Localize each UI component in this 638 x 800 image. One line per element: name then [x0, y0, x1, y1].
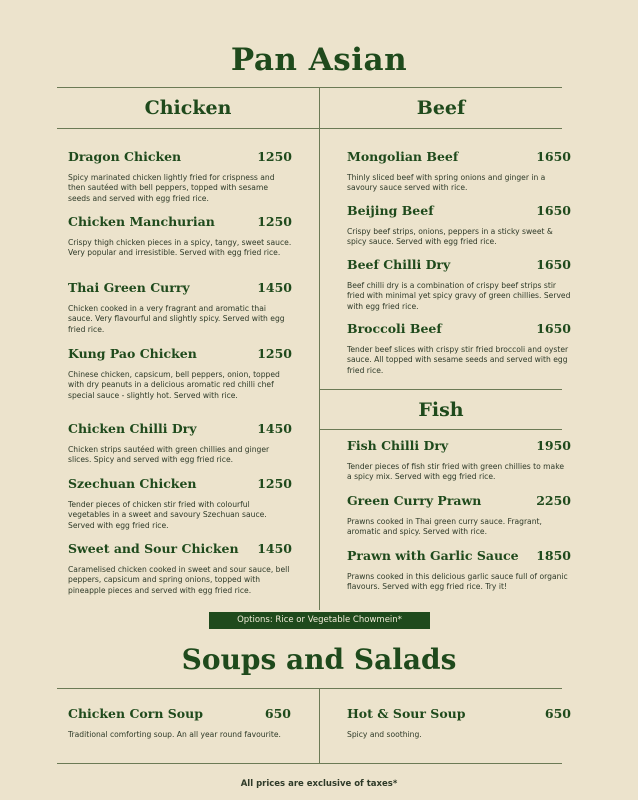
- item-price: 650: [544, 706, 571, 721]
- divider: [57, 87, 562, 88]
- item-price: 1650: [536, 203, 571, 218]
- divider: [319, 429, 562, 430]
- item-name: Thai Green Curry: [68, 280, 190, 295]
- chicken-heading: Chicken: [144, 97, 232, 119]
- item-description: Thinly sliced beef with spring onions and ginger in a savoury sauce served with rice.: [347, 173, 546, 193]
- menu-item: [347, 203, 571, 248]
- menu-item: [347, 493, 571, 538]
- item-price: 650: [264, 706, 291, 721]
- item-price: 1650: [536, 257, 571, 272]
- item-name: Sweet and Sour Chicken: [68, 541, 239, 556]
- item-name: Broccoli Beef: [347, 321, 442, 336]
- item-description: Prawns cooked in Thai green curry sauce. Fragrant, aromatic and spicy. Served with rice.: [347, 517, 542, 537]
- item-name: Beef Chilli Dry: [347, 257, 451, 272]
- item-name: Hot & Sour Soup: [347, 706, 466, 721]
- item-price: 1250: [257, 476, 292, 491]
- beef-heading: Beef: [416, 97, 466, 119]
- item-name: Fish Chilli Dry: [347, 438, 449, 453]
- divider: [319, 87, 320, 610]
- item-price: 1850: [536, 548, 571, 563]
- item-name: Beijing Beef: [347, 203, 434, 218]
- item-name: Dragon Chicken: [68, 149, 182, 164]
- item-name: Prawn with Garlic Sauce: [347, 548, 519, 563]
- item-description: Traditional comforting soup. An all year round favourite.: [68, 730, 281, 739]
- menu-item: [68, 214, 292, 259]
- footer-note: All prices are exclusive of taxes*: [240, 779, 398, 789]
- item-description: Chicken strips sautéed with green chillies and ginger slices. Spicy and served with egg fried rice.: [68, 445, 270, 465]
- item-price: 1650: [536, 149, 571, 164]
- item-price: 1250: [257, 149, 292, 164]
- options-note: Options: Rice or Vegetable Chowmein*: [209, 612, 430, 629]
- divider: [57, 128, 562, 129]
- item-price: 1250: [257, 214, 292, 229]
- menu-item: [347, 321, 571, 376]
- item-description: Prawns cooked in this delicious garlic sauce full of organic flavours. Served with egg fried rice. Try it!: [347, 572, 568, 592]
- item-price: 1450: [257, 541, 292, 556]
- item-description: Caramelised chicken cooked in sweet and sour sauce, bell peppers, capsicum and spring onions, topped with pineapple pieces and served with egg fried rice.: [68, 565, 290, 595]
- divider: [57, 688, 562, 689]
- item-description: Crispy thigh chicken pieces in a spicy, tangy, sweet sauce. Very popular and irresistible. Served with egg fried rice.: [68, 238, 292, 258]
- item-price: 1650: [536, 321, 571, 336]
- item-price: 1450: [257, 421, 292, 436]
- menu-item: [68, 541, 292, 596]
- menu-item: [68, 149, 292, 204]
- menu-item: [68, 706, 291, 740]
- item-description: Tender pieces of fish stir fried with green chillies to make a spicy mix. Served with egg fried rice.: [347, 462, 564, 482]
- menu-item: [68, 421, 292, 466]
- menu-item: [347, 149, 571, 194]
- item-price: 1450: [257, 280, 292, 295]
- item-name: Mongolian Beef: [347, 149, 459, 164]
- item-price: 2250: [536, 493, 571, 508]
- item-description: Spicy marinated chicken lightly fried for crispness and then sautéed with bell peppers, topped with sesame seeds and served with egg fried rice.: [68, 173, 275, 203]
- menu-item: [347, 438, 571, 483]
- item-name: Szechuan Chicken: [68, 476, 197, 491]
- menu-item: [347, 548, 571, 593]
- fish-heading: Fish: [418, 399, 464, 421]
- divider: [319, 389, 562, 390]
- menu-item: [347, 257, 571, 312]
- item-description: Tender pieces of chicken stir fried with colourful vegetables in a sweet and savoury Szechuan sauce. Served with egg fried rice.: [68, 500, 267, 530]
- menu-item: [68, 280, 292, 335]
- item-name: Green Curry Prawn: [347, 493, 482, 508]
- divider: [319, 688, 320, 763]
- item-name: Kung Pao Chicken: [68, 346, 197, 361]
- divider: [57, 763, 562, 764]
- item-price: 1250: [257, 346, 292, 361]
- item-name: Chicken Chilli Dry: [68, 421, 197, 436]
- item-description: Crispy beef strips, onions, peppers in a sticky sweet & spicy sauce. Served with egg fried rice.: [347, 227, 553, 247]
- item-description: Chinese chicken, capsicum, bell peppers, onion, topped with dry peanuts in a delicious aromatic red chilli chef special sauce - slightly hot. Served with rice.: [68, 370, 280, 400]
- item-name: Chicken Corn Soup: [68, 706, 203, 721]
- menu-item: [68, 346, 292, 401]
- page-title: Pan Asian: [230, 42, 408, 78]
- menu-item: [68, 476, 292, 531]
- item-name: Chicken Manchurian: [68, 214, 215, 229]
- soups-title: Soups and Salads: [181, 643, 457, 676]
- item-price: 1950: [536, 438, 571, 453]
- item-description: Spicy and soothing.: [347, 730, 422, 739]
- menu-item: [347, 706, 571, 740]
- item-description: Tender beef slices with crispy stir fried broccoli and oyster sauce. All topped with sesame seeds and served with egg fried rice.: [347, 345, 569, 375]
- item-description: Chicken cooked in a very fragrant and aromatic thai sauce. Very flavourful and slightly spicy. Served with egg fried rice.: [68, 304, 285, 334]
- item-description: Beef chilli dry is a combination of crispy beef strips stir fried with minimal yet spicy gravy of green chillies. Served with egg fried rice.: [347, 281, 571, 311]
